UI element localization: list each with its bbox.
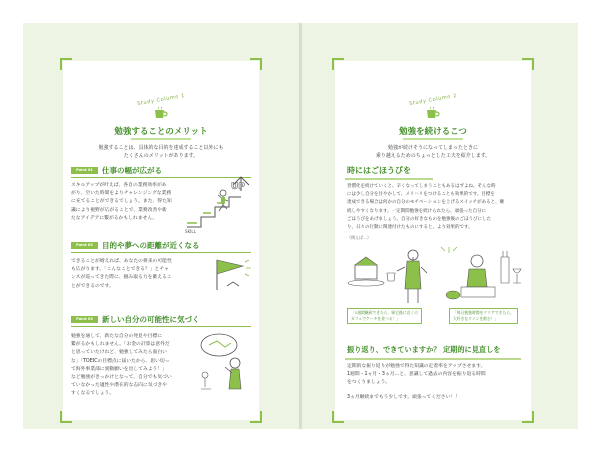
example-label: （例えば…） [347,235,371,240]
example-caption-2: 「毎日勉強時間をクリアできたら、 大好きなワインを飲む！」 [449,308,518,324]
section1-body: 習慣化を続けていくと、辛くなってしまうこともあるはずよね。そんな時 には少し自分を甘やかして、メリハリをつけることも効果的です。目標を 達成できる場合は何かの自分のモチベーションを上げるスイッチがあると、継 続しやすくなります。一定期間勉強を続けられたら、頑張った自分に ごほうびをあげましょう。自分の好きなものを勉強後のごほうびにした り、日々の行動に関連付けたものにすると、より効果的です。 [347,184,505,231]
point-heading: 目的や夢への距離が近くなる [102,241,200,250]
up-text: UP [231,182,245,192]
divider [71,326,251,327]
section-underline [345,178,433,180]
flag-illustration [213,256,253,292]
wine-reward-illustration [443,243,527,305]
cafe-reward-illustration [345,243,435,305]
coffee-cup-icon [153,106,169,120]
corner-mark [332,58,344,70]
section-heading: 振り返り、できていますか？ 定期的に見直しを [347,345,501,354]
magazine-spread [23,23,578,429]
title-underline [403,138,463,140]
point-03-body: 勉強を通して、新たな自分の発見や目標に 繋がるかもしれません。「お金の計算は意外だ と思っていたけれど、勉強してみたら面白い な」「TOEICの目標点に届いたから、思い切っ て海外事業部に異動願いを出してみよう！」 など勉強がきっかけとなって、自分でも気づい ていなかった適性や潜在的な志向に気づきや すくなるでしょう。 [71,334,172,397]
page-title: 勉強することのメリット [114,127,208,137]
corner-mark [522,411,534,423]
point-01-body: スキルアップが叶えば、各自の業務効率があ がり、空いた時間をよりチャレンジングな業務 に充てることができるでしょう。また、得た知 識により視野が広がることで、業務改善や新 たなアイデアに繋がるかもしれません。 [71,183,172,221]
title-underline [131,138,191,140]
example-caption-1: 「1週間継続できたら、帰宅後に近くの カフェでケーキを食べる！」 [347,308,422,324]
left-card [63,61,259,420]
point-02-body: できることが増えれば、あなたの将来の可能性 も広がります。「こんなことできる？」とチャ ンスが巡ってきた際に、掴み取る力を蓄えるこ とができるのです。 [71,259,172,289]
column-label: Study Column 2 [408,92,458,108]
point-heading: 仕事の幅が広がる [102,166,162,175]
divider [71,252,251,253]
closing-message: 3ヵ月継続までもう少しです。頑張ってください！！ [347,395,460,400]
point-tag: Point 01 [71,167,98,174]
corner-mark [522,58,534,70]
section-underline [345,358,521,360]
skill-text: SKILL [185,229,196,234]
intro-text: 勉強が続けそうになってしまったときに 乗り越えるためのちょっとした工夫を紹介します。 [375,145,491,159]
section-heading: 時にはごほうびを [347,166,411,175]
corner-mark [60,58,72,70]
page-title: 勉強を続けるこつ [399,127,467,137]
thinking-person-illustration [197,331,255,393]
point-02-header [71,239,251,253]
left-page [23,23,299,429]
right-page [302,23,578,429]
corner-mark [332,411,344,423]
point-tag: Point 03 [71,316,98,323]
corner-mark [250,411,262,423]
intro-text: 勉強することは、具体的な目的を達成すること以外にも たくさんのメリットがあります。 [98,145,224,159]
point-03-header [71,313,251,327]
section2-body: 定期的な振り返りが勉強で得た知識の定着率をアップさせます。 1週間・1ヵ月・3ヵ月…と、意識して過去の内容を振り返る時間 をつくりましょう。 [347,364,486,386]
corner-mark [60,411,72,423]
point-heading: 新しい自分の可能性に気づく [102,315,200,324]
right-card [335,61,531,420]
point-tag: Point 02 [71,242,98,249]
column-label: Study Column 1 [136,92,186,108]
corner-mark [250,58,262,70]
coffee-cup-icon [425,106,441,120]
stairs-climber-illustration [183,173,253,233]
